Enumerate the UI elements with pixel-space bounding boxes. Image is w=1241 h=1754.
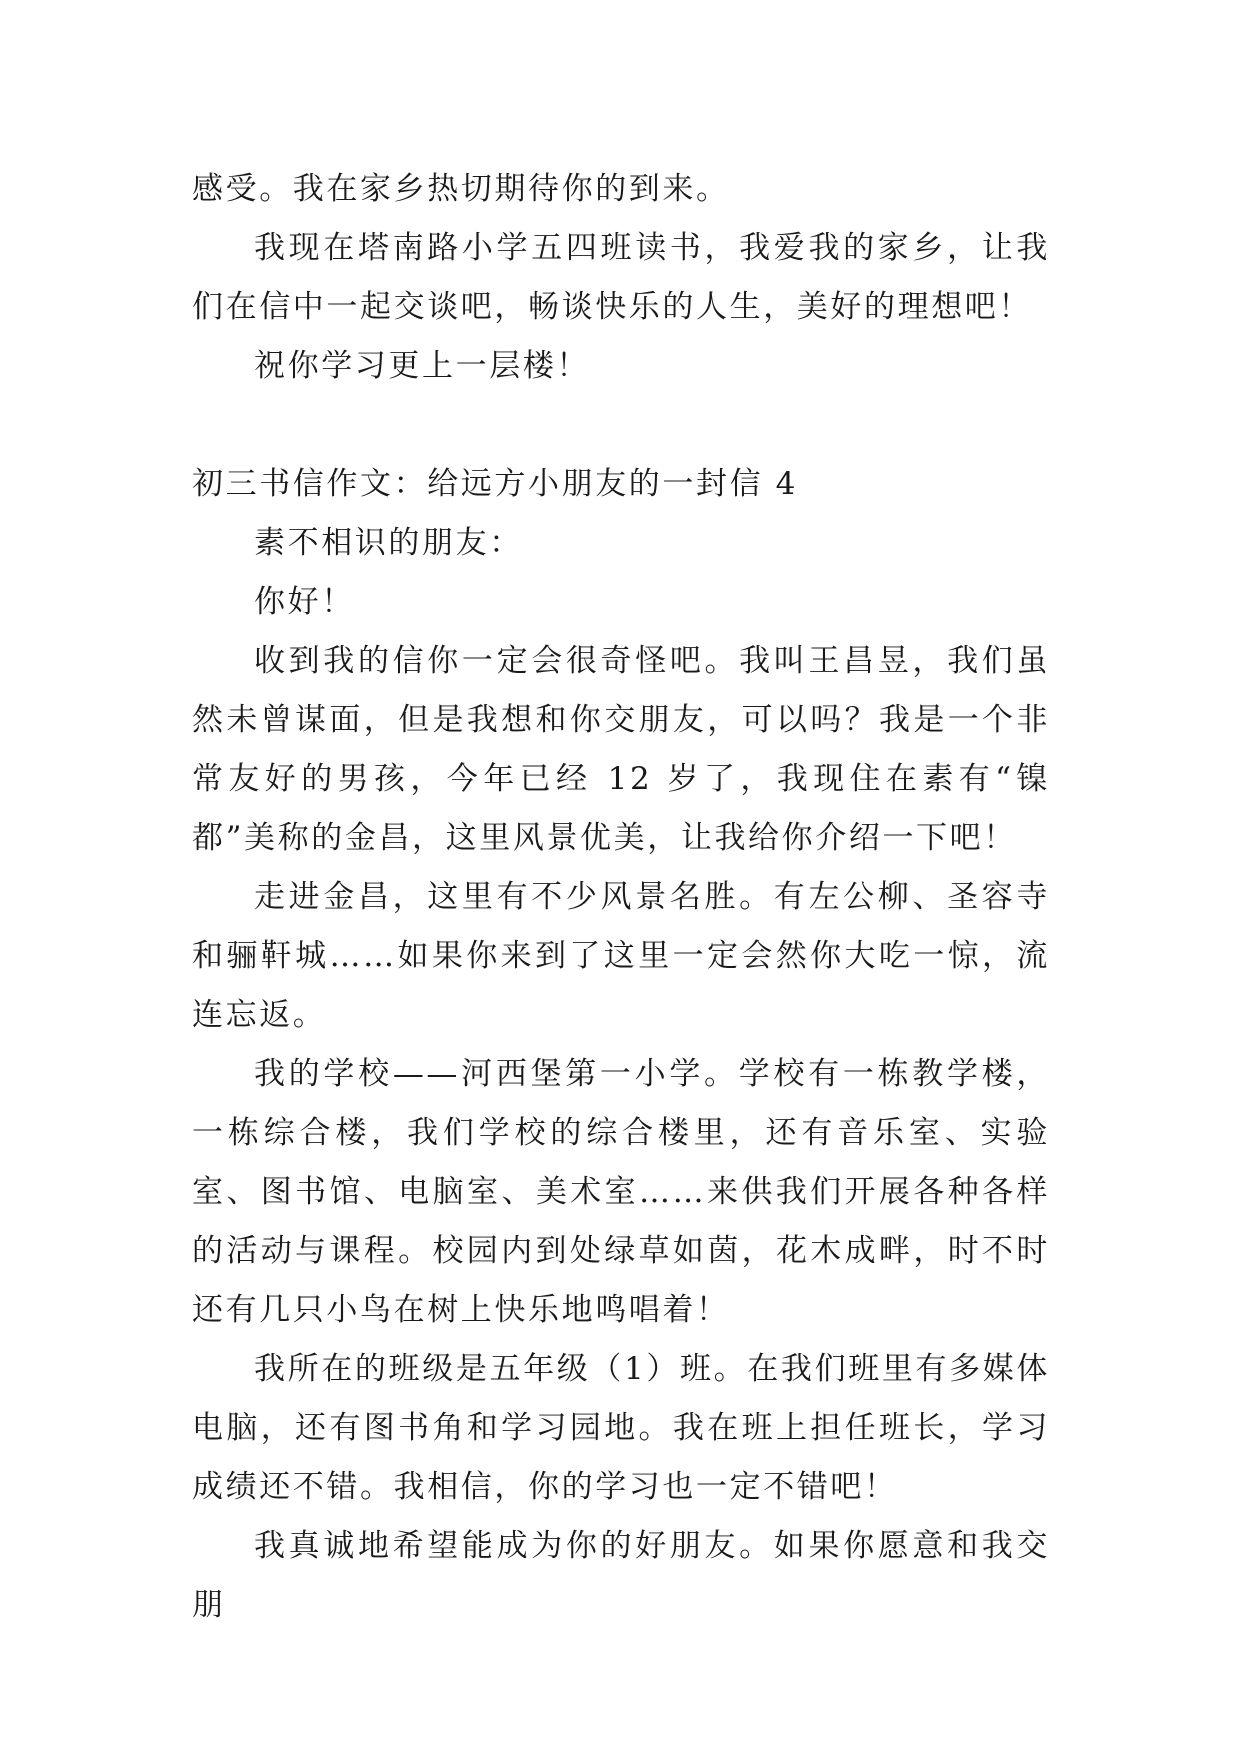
paragraph: 我所在的班级是五年级（1）班。在我们班里有多媒体电脑，还有图书角和学习园地。我在班上担任班长，学习成绩还不错。我相信，你的学习也一定不错吧！ [192, 1351, 1050, 1505]
paragraph: 我的学校——河西堡第一小学。学校有一栋教学楼，一栋综合楼，我们学校的综合楼里，还有音乐室、实验室、图书馆、电脑室、美术室……来供我们开展各种各样的活动与课程。校园内到处绿草如茵，花木成畔，时不时还有几只小鸟在树上快乐地鸣唱着！ [192, 1056, 1050, 1328]
salutation: 素不相识的朋友： [254, 525, 523, 561]
paragraph: 收到我的信你一定会很奇怪吧。我叫王昌昱，我们虽然未曾谋面，但是我想和你交朋友，可以吗？我是一个非常友好的男孩，今年已经 12 岁了，我现住在素有“镍都”美称的金昌，这里风景优美，让我给你介绍一下吧！ [192, 643, 1050, 856]
paragraph: 感受。我在家乡热切期待你的到来。 [192, 171, 730, 207]
paragraph: 我真诚地希望能成为你的好朋友。如果你愿意和我交朋 [192, 1528, 1050, 1623]
closing-wish: 祝你学习更上一层楼！ [254, 348, 590, 384]
greeting: 你好！ [254, 584, 355, 620]
paragraph: 我现在塔南路小学五四班读书，我爱我的家乡，让我们在信中一起交谈吧，畅谈快乐的人生，美好的理想吧！ [192, 230, 1050, 325]
paragraph: 走进金昌，这里有不少风景名胜。有左公柳、圣容寺和骊靬城……如果你来到了这里一定会然你大吃一惊，流连忘返。 [192, 879, 1050, 1033]
section-heading: 初三书信作文：给远方小朋友的一封信 4 [192, 466, 798, 502]
document-body [192, 160, 1050, 1635]
